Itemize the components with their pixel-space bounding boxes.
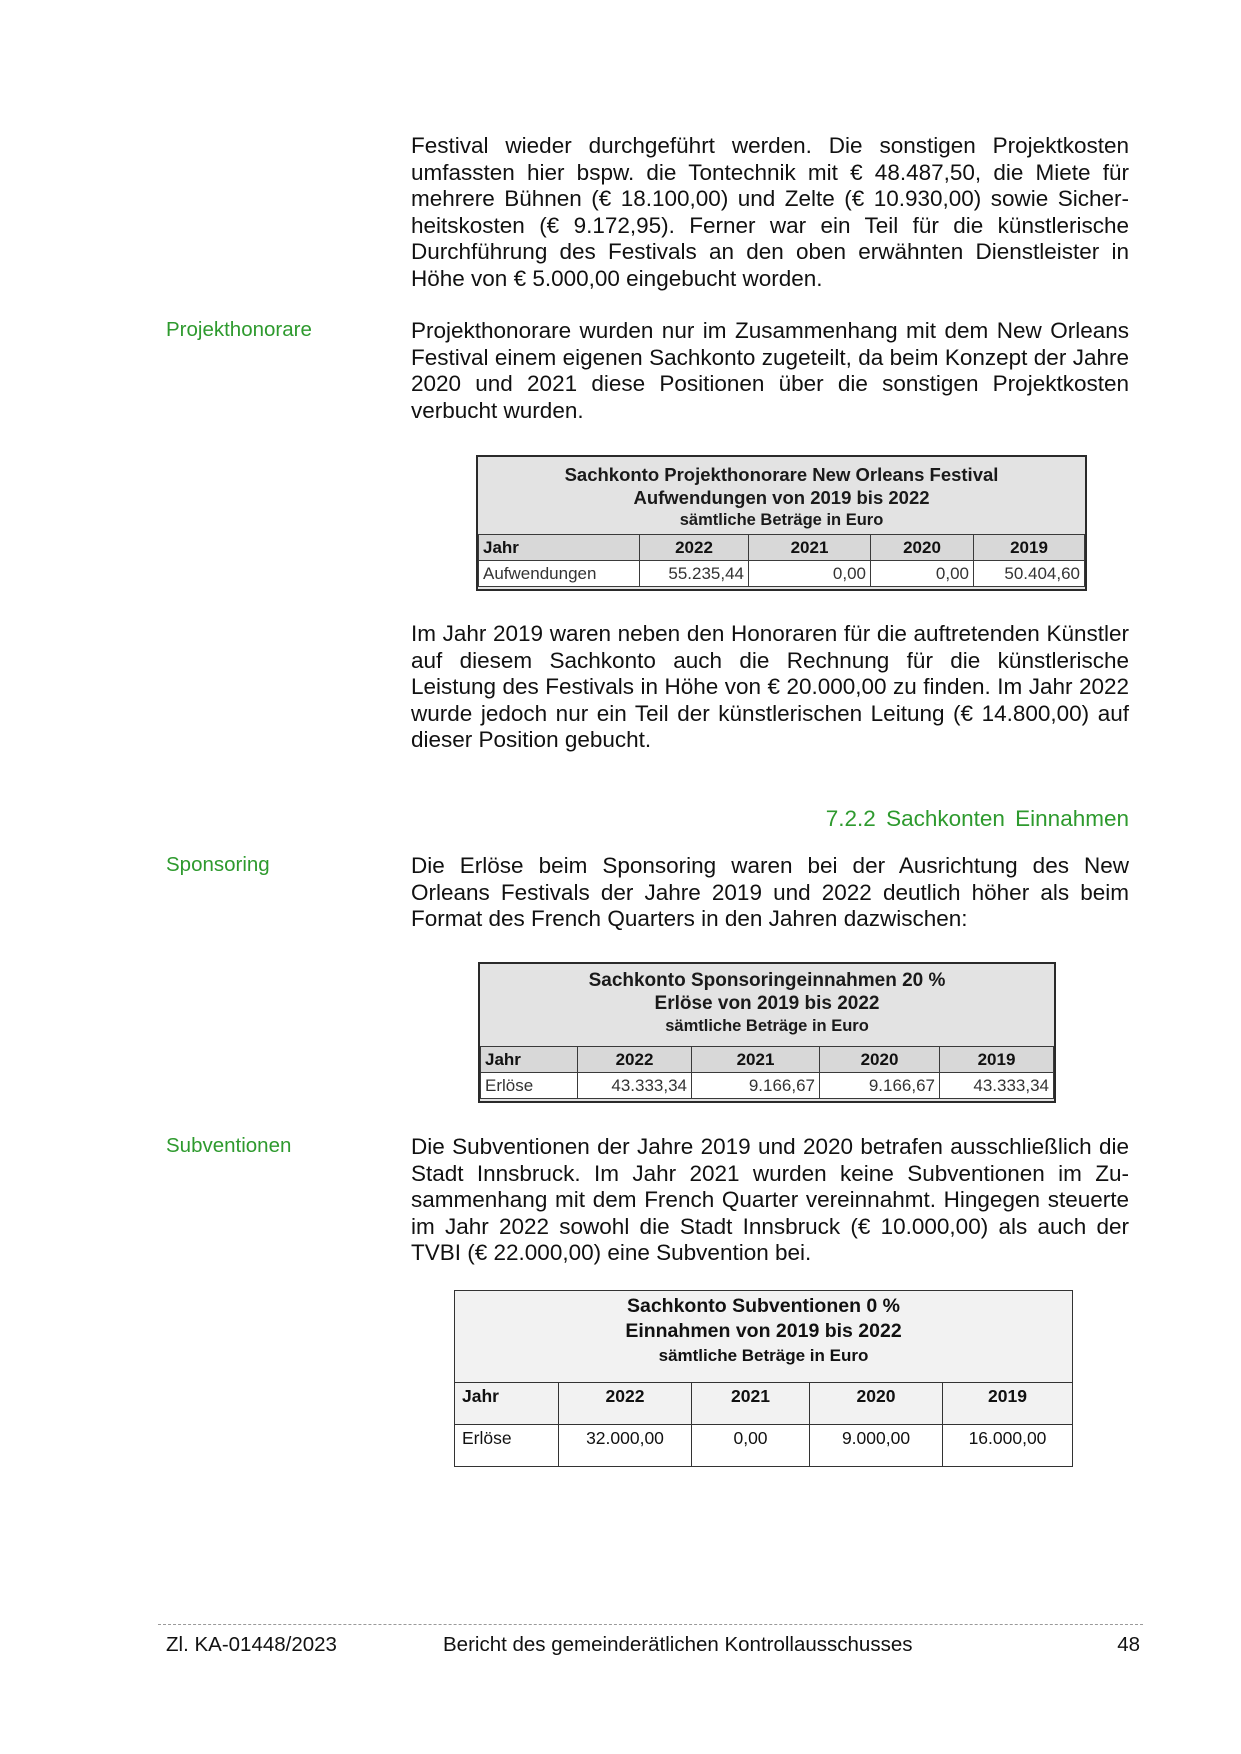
table-cell: 32.000,00 (559, 1425, 692, 1467)
table-header-row (479, 535, 1085, 561)
margin-label-projekthonorare: Projekthonorare (166, 318, 312, 341)
column-header: 2022 (559, 1383, 692, 1425)
text-line: auf diesem Sachkonto auch die Rechnung für die künstlerische (411, 647, 1129, 673)
table-row (455, 1425, 1073, 1467)
table-cell: 43.333,34 (940, 1073, 1054, 1099)
table-row (481, 1073, 1054, 1099)
text-line: sammenhang mit dem French Quarter vereinnahmt. Hingegen steuerte (411, 1187, 1129, 1212)
text-line: TVBI (€ 22.000,00) eine Subvention bei. (411, 1240, 812, 1265)
paragraph-festival-costs (411, 133, 1129, 292)
table-header-row (455, 1383, 1073, 1425)
footer-title: Bericht des gemeinderätlichen Kontrollausschusses (443, 1633, 913, 1656)
column-header: 2019 (940, 1047, 1054, 1073)
text-line: verbucht wurden. (411, 397, 584, 423)
table-cell: Erlöse (455, 1425, 559, 1467)
text-line: Höhe von € 5.000,00 eingebucht worden. (411, 265, 823, 291)
section-heading: 7.2.2 Sachkonten Einnahmen (825, 806, 1129, 831)
column-header: 2020 (810, 1383, 943, 1425)
column-header: 2022 (640, 535, 749, 561)
table-row (479, 561, 1085, 587)
text-line: Die Erlöse beim Sponsoring waren bei der Ausrichtung des New (411, 853, 1129, 878)
margin-label-sponsoring: Sponsoring (166, 853, 270, 876)
table-cell: 0,00 (749, 561, 871, 587)
table-cell: 16.000,00 (943, 1425, 1073, 1467)
column-header: 2021 (749, 535, 871, 561)
table-caption (478, 457, 1085, 534)
footer-divider (158, 1624, 1143, 1625)
table-cell: Erlöse (481, 1073, 578, 1099)
table-sponsoring (478, 962, 1056, 1103)
text-line: Format des French Quarters in den Jahren dazwischen: (411, 906, 968, 931)
table-subtitle: Einnahmen von 2019 bis 2022 (625, 1320, 902, 1342)
text-line: Projekthonorare wurden nur im Zusammenhang mit dem New Orleans (411, 318, 1129, 343)
data-table (454, 1382, 1073, 1467)
paragraph-projekthonorare (411, 318, 1129, 424)
paragraph-sponsoring (411, 853, 1129, 933)
column-header: 2019 (974, 535, 1085, 561)
table-cell: 55.235,44 (640, 561, 749, 587)
table-caption (454, 1290, 1073, 1382)
column-header: Jahr (481, 1047, 578, 1073)
table-note: sämtliche Beträge in Euro (665, 1017, 869, 1035)
column-header: 2021 (692, 1047, 820, 1073)
text-line: Festival wieder durchgeführt werden. Die sonstigen Projektkosten (411, 133, 1129, 158)
table-subtitle: Erlöse von 2019 bis 2022 (654, 993, 880, 1014)
table-title: Sachkonto Subventionen 0 % (626, 1295, 901, 1317)
column-header: 2020 (820, 1047, 940, 1073)
text-line: Orleans Festivals der Jahre 2019 und 2022 deutlich höher als beim (411, 879, 1129, 905)
table-title: Sachkonto Sponsoringeinnahmen 20 % (588, 970, 946, 991)
table-note: sämtliche Beträge in Euro (679, 511, 884, 529)
text-line: Festival einem eigenen Sachkonto zugeteilt, da beim Konzept der Jahre (411, 344, 1129, 370)
table-cell: 9.166,67 (692, 1073, 820, 1099)
text-line: Die Subventionen der Jahre 2019 und 2020 betrafen ausschließlich die (411, 1134, 1129, 1159)
column-header: Jahr (455, 1383, 559, 1425)
paragraph-subventionen (411, 1134, 1129, 1267)
table-cell: 9.000,00 (810, 1425, 943, 1467)
column-header: Jahr (479, 535, 640, 561)
data-table (478, 534, 1085, 587)
table-cell: 50.404,60 (974, 561, 1085, 587)
table-subtitle: Aufwendungen von 2019 bis 2022 (633, 487, 930, 508)
paragraph-honorare-2019 (411, 621, 1129, 754)
text-line: umfassten hier bspw. die Tontechnik mit € 48.487,50, die Miete für (411, 159, 1129, 185)
footer-reference: Zl. KA-01448/2023 (166, 1633, 337, 1656)
table-note: sämtliche Beträge in Euro (658, 1346, 869, 1365)
text-line: heitskosten (€ 9.172,95). Ferner war ein Teil für die künstlerische (411, 212, 1129, 238)
table-subventionen (454, 1290, 1073, 1467)
text-line: wurde jedoch nur ein Teil der künstlerischen Leitung (€ 14.800,00) auf (411, 700, 1129, 726)
text-line: Stadt Innsbruck. Im Jahr 2021 wurden keine Subventionen im Zu- (411, 1160, 1129, 1186)
data-table (480, 1046, 1054, 1099)
column-header: 2021 (692, 1383, 810, 1425)
table-header-row (481, 1047, 1054, 1073)
column-header: 2019 (943, 1383, 1073, 1425)
table-cell: 0,00 (871, 561, 974, 587)
table-projekthonorare (476, 455, 1087, 591)
text-line: Durchführung des Festivals an den oben erwähnten Dienstleister in (411, 239, 1129, 264)
text-line: Leistung des Festivals in Höhe von € 20.000,00 zu finden. Im Jahr 2022 (411, 674, 1129, 699)
table-caption (480, 964, 1054, 1046)
table-cell: 43.333,34 (578, 1073, 692, 1099)
text-line: mehrere Bühnen (€ 18.100,00) und Zelte (€ 10.930,00) sowie Sicher- (411, 186, 1129, 211)
text-line: dieser Position gebucht. (411, 727, 652, 752)
table-title: Sachkonto Projekthonorare New Orleans Festival (564, 464, 999, 485)
page-number: 48 (1117, 1633, 1140, 1656)
column-header: 2020 (871, 535, 974, 561)
margin-label-subventionen: Subventionen (166, 1134, 292, 1157)
column-header: 2022 (578, 1047, 692, 1073)
table-cell: Aufwendungen (479, 561, 640, 587)
table-cell: 9.166,67 (820, 1073, 940, 1099)
table-cell: 0,00 (692, 1425, 810, 1467)
text-line: im Jahr 2022 sowohl die Stadt Innsbruck (€ 10.000,00) als auch der (411, 1213, 1129, 1239)
text-line: 2020 und 2021 diese Positionen über die sonstigen Projektkosten (411, 371, 1129, 396)
text-line: Im Jahr 2019 waren neben den Honoraren für die auftretenden Künstler (411, 621, 1129, 646)
